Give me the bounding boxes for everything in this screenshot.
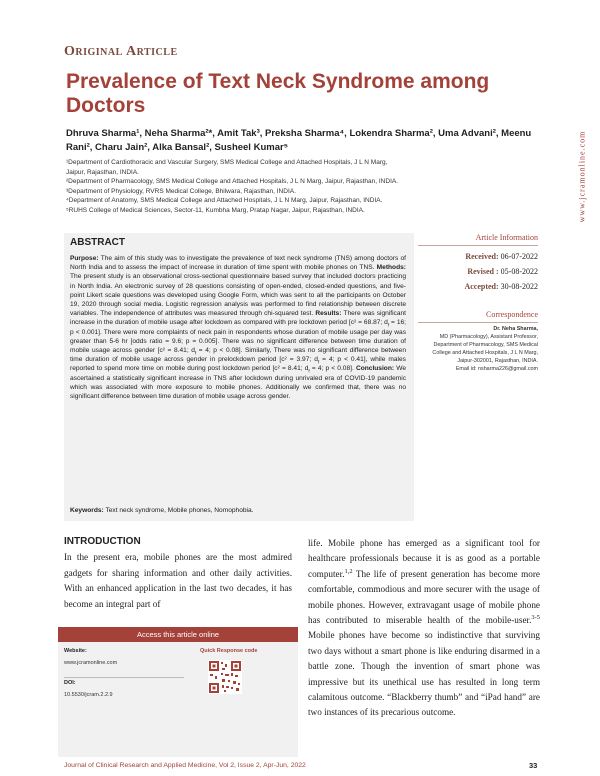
right-text-b: The life of present generation has become more comfortable, commodious and more securer with the usage of mobile phones. However, extravagant usage of mobile phone has contributed to miserable health of the mobile-user.	[308, 568, 540, 626]
affiliation-line: ⁴Department of Anatomy, SMS Medical College and Attached Hospitals, J L N Marg, Jaipur, Rajasthan, INDIA.	[66, 197, 383, 204]
results-text: = 4; p < 0.41], while males reported to spend more time on mobile during post lockdown period [c² = 8.41; d	[70, 356, 406, 373]
citation-ref[interactable]: 1,2	[344, 567, 353, 575]
side-url[interactable]: www.jcramonline.com	[577, 130, 587, 223]
received-row	[418, 252, 538, 261]
received-date: 06-07-2022	[500, 252, 538, 261]
purpose-text: The aim of this study was to investigate the prevalence of text neck syndrome (TNS) among doctors of North India and to assess the impact of increase in duration of time spent with mobile phones on TNS.	[70, 255, 406, 272]
results-label: Results:	[315, 310, 342, 318]
right-text-c: Mobile phones have become so indistinctive that surviving two days without a smart phone is like enduring disarmed in a battle zone. Though the invention of smart phone was impressive but its unethical use has resulted in long term calamitous outcome. “Blackberry thumb” and “iPad hand” are two instances of its precarious outcome.	[308, 630, 540, 718]
correspondence-details	[410, 325, 538, 373]
correspondence-line: Jaipur-302001, Rajasthan, INDIA.	[457, 358, 538, 364]
doi-label: DOI:	[64, 680, 76, 686]
affiliation-line: Jaipur, Rajasthan, INDIA.	[66, 168, 139, 176]
qr-label: Quick Response code	[200, 648, 258, 654]
page-title: Prevalence of Text Neck Syndrome among Doctors	[66, 70, 490, 117]
revised-label: Revised :	[467, 267, 499, 276]
page-number: 33	[529, 761, 538, 770]
conclusion-label: Conclusion:	[355, 365, 395, 373]
keywords-label: Keywords:	[70, 507, 104, 514]
revised-row	[418, 267, 538, 276]
methods-text: The present study is an observational cross-sectional questionnaire based survey that included doctors practicing in North India. An electronic survey of 28 questions consisting of open-ended, closed-ended questions, and five-point Likert scale questions was developed using Google Form, which was sent to all the participants on October 19, 2020 through social media. Logistic regression analysis was performed to find relationship between discrete variables. The independence of attributes was measured through chi-squared test.	[70, 273, 406, 318]
accepted-date: 30-08-2022	[500, 282, 538, 291]
conclusion-text: We ascertained a statistically significant increase in TNS after lockdown during unrivaled era of COVID-19 pandemic which was associated with more exposure to mobile phones. Additionally we confirmed that, there was no significant difference between time duration of mobile usage across gender.	[70, 365, 406, 401]
article-info-heading: Article Information	[418, 233, 538, 246]
right-column-text	[308, 536, 540, 721]
affiliations	[66, 158, 556, 215]
affiliation-line: ³Department of Physiology, RVRS Medical College, Bhilwara, Rajasthan, INDIA.	[66, 187, 296, 195]
keywords	[70, 507, 406, 514]
article-info	[418, 233, 538, 291]
footer-journal: Journal of Clinical Research and Applied Medicine, Vol 2, Issue 2, Apr-Jun, 2022	[64, 762, 306, 769]
access-heading: Access this article online	[58, 627, 298, 642]
introduction-paragraph: In the present era, mobile phones are the most admired gadgets for sharing information and other daily activities. With an enhanced application in the last two decades, it has become an integral part of	[64, 552, 292, 609]
purpose-label: Purpose:	[70, 255, 99, 262]
accepted-label: Accepted:	[464, 282, 499, 291]
correspondence-name: Dr. Neha Sharma,	[493, 326, 538, 332]
affiliation-line: ⁵RUHS College of Medical Sciences, Sector-11, Kumbha Marg, Pratap Nagar, Jaipur, Rajasthan, INDIA.	[66, 206, 365, 214]
keywords-text: Text neck syndrome, Mobile phones, Nomophobia.	[105, 507, 254, 514]
author-list: Dhruva Sharma¹, Neha Sharma²*, Amit Tak³, Preksha Sharma⁴, Lokendra Sharma², Uma Advani², Meenu Rani², Charu Jain², Alka Bansal², Susheel Kumar⁵	[66, 128, 532, 153]
doi-link[interactable]: 10.5530/jcram.2.2.9	[64, 692, 113, 698]
doi-block	[64, 680, 113, 698]
correspondence-line: College and Attached Hospitals, J L N Marg,	[432, 350, 538, 356]
citation-ref[interactable]: 3-5	[531, 613, 540, 621]
accepted-row	[418, 282, 538, 291]
correspondence-heading: Correspondence	[418, 310, 538, 323]
methods-label: Methods:	[376, 264, 406, 272]
revised-date: 05-08-2022	[500, 267, 538, 276]
correspondence-email[interactable]: Email id: nsharma226@gmail.com	[455, 366, 538, 372]
right-text-a: life. Mobile phone has emerged as a significant tool for healthcare professionals because it is as good as a portable computer.	[308, 538, 540, 579]
side-url-strip	[574, 60, 588, 300]
results-text: = 4; p < 0.08]. Similarly, There was no significant difference between time duration of mobile usage across gender in prelockdown period [c² = 3.97; d	[70, 347, 406, 364]
abstract-body: Purpose: The aim of this study was to investigate the prevalence of text neck syndrome (TNS) among doctors of North India and to assess the impact of increase in duration of time spent with mobile phones on TNS. Methods: The present study is an observational cross-sectional questionnaire based survey that included doctors practicing in North India. An electronic survey of 28 questions consisting of open-ended, closed-ended questions, and five-point Likert scale questions was developed using Google Form, which was sent to all the participants on October 19, 2020 through social media. Logistic regression analysis was performed to find relationship between discrete variables. The independence of attributes was measured through chi-squared test. Results: There was significant increase in the duration of mobile usage after lockdown as compared with pre lockdown period [c² = 68.87; $d_f = 16$; p < 0.001]. There were more complaints of neck pain in respondents whose duration of mobile usage per day was greater than 5-6 hr [odds ratio = 9.6; p = 0.005]. There was no significant difference between time duration of mobile usage across gender [c² = 8.41; $d_f = 4$; p < 0.08]. Similarly, There was no significant difference between time duration of mobile usage across gender in prelockdown period [c² = 3.97; $d_f = 4$; p < 0.41], while males reported to spend more time on mobile during post lockdown period [c² = 8.41; $d_f = 4$; p < 0.08]. Conclusion: We ascertained a statistically significant increase in TNS after lockdown during unrivaled era of COVID-19 pandemic which was associated with more exposure to mobile phones. Additionally we confirmed that, there was no significant difference between time duration of mobile usage across gender.	[70, 255, 407, 401]
correspondence-line: Department of Pharmacology, SMS Medical	[433, 342, 538, 348]
website-block	[64, 648, 117, 666]
correspondence-line: MD (Pharmacology), Assistant Professor,	[439, 334, 538, 340]
results-text: = 16; p < 0.001]. There were more complaints of neck pain in respondents whose duration of mobile usage per day was greater than 5-6 hr [odds ratio = 9.6; p = 0.005]. There was no significant difference between time duration of mobile usage across gender [c² = 8.41; d	[70, 319, 406, 355]
qr-code-icon[interactable]	[208, 660, 242, 694]
results-text: There was significant increase in the duration of mobile usage after lockdown as compared with pre lockdown period [c² = 68.87; d	[70, 310, 407, 327]
section-label: Original Article	[64, 44, 178, 59]
affiliation-line: ²Department of Pharmacology, SMS Medical College and Attached Hospitals, J L N Marg, Jaipur, Rajasthan, INDIA.	[66, 178, 399, 185]
access-divider	[64, 677, 184, 678]
received-label: Received:	[465, 252, 499, 261]
website-label: Website:	[64, 648, 87, 654]
results-text: = 4; p < 0.08].	[309, 365, 354, 373]
affiliation-line: ¹Department of Cardiothoracic and Vascular Surgery, SMS Medical College and Attached Hospitals, J L N Marg,	[66, 159, 388, 166]
introduction-heading: INTRODUCTION	[64, 536, 141, 547]
abstract-heading: ABSTRACT	[70, 237, 125, 248]
website-link[interactable]: www.jcramonline.com	[64, 660, 118, 666]
